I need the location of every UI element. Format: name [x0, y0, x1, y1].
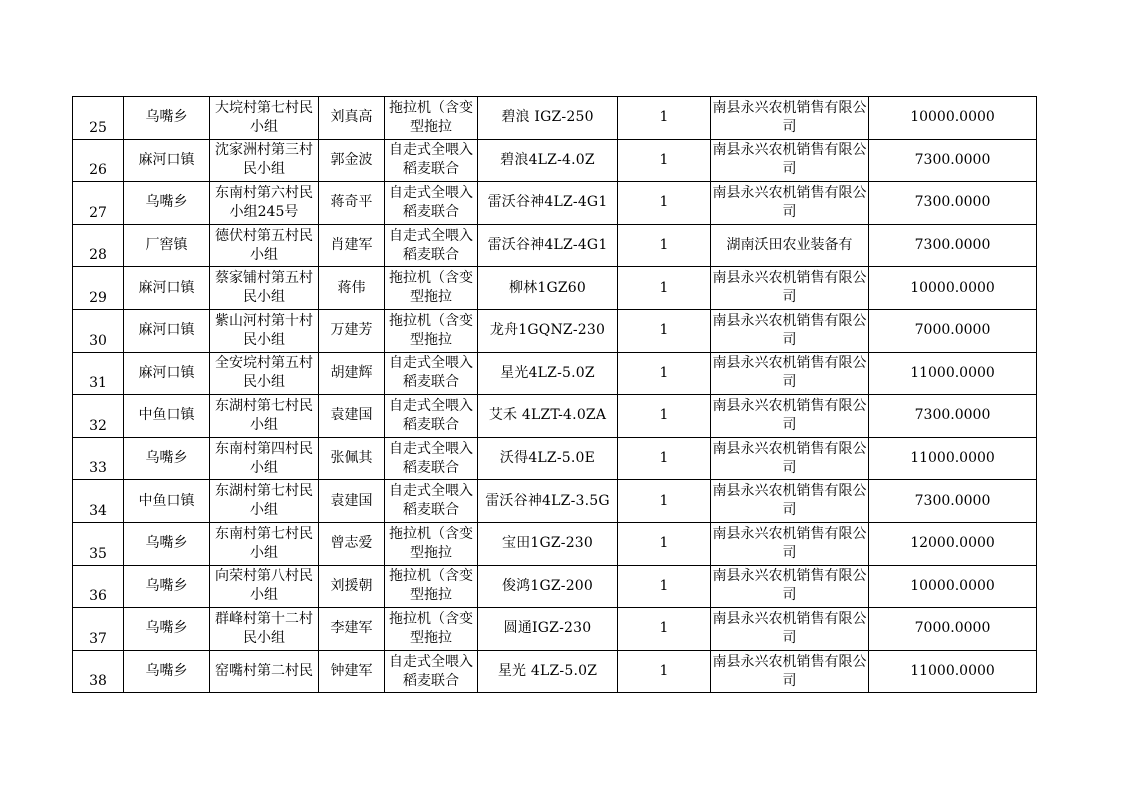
- cell-township: 乌嘴乡: [124, 650, 210, 693]
- cell-village-group: [210, 224, 319, 267]
- cell-subsidy-amount: 7300.0000: [869, 480, 1037, 523]
- cell-machine-type-text: 拖拉机（含变型拖拉: [389, 312, 473, 348]
- cell-village-group: [210, 139, 319, 182]
- cell-buyer-name: 袁建国: [319, 480, 385, 523]
- table-row: [73, 224, 1037, 267]
- cell-township: 麻河口镇: [124, 139, 210, 182]
- cell-township: 乌嘴乡: [124, 97, 210, 140]
- cell-village-group-text: 蔡家铺村第五村民小组: [215, 270, 313, 306]
- cell-row-number: 26: [73, 139, 124, 182]
- table-body: [73, 97, 1037, 693]
- cell-buyer-name: 蒋伟: [319, 267, 385, 310]
- cell-dealer-text: 南县永兴农机销售有限公司: [712, 312, 867, 348]
- cell-dealer-text: 南县永兴农机销售有限公司: [712, 270, 867, 306]
- cell-township: 麻河口镇: [124, 309, 210, 352]
- table-row: [73, 437, 1037, 480]
- cell-machine-type-text: 自走式全喂入稻麦联合: [389, 355, 473, 391]
- cell-village-group: [210, 97, 319, 140]
- cell-machine-model: 星光 4LZ-5.0Z: [478, 650, 618, 693]
- cell-dealer: [711, 139, 869, 182]
- cell-buyer-name: 刘真高: [319, 97, 385, 140]
- cell-village-group-text: 大垸村第七村民小组: [215, 99, 313, 135]
- cell-dealer: [711, 480, 869, 523]
- cell-village-group: [210, 565, 319, 608]
- cell-quantity: 1: [618, 480, 711, 523]
- cell-dealer: [711, 352, 869, 395]
- cell-machine-model: 雷沃谷神4LZ-4G1: [478, 224, 618, 267]
- cell-buyer-name: 肖建军: [319, 224, 385, 267]
- table-row: [73, 267, 1037, 310]
- cell-row-number: 35: [73, 522, 124, 565]
- table-row: [73, 352, 1037, 395]
- cell-subsidy-amount: 7300.0000: [869, 395, 1037, 438]
- cell-subsidy-amount: 11000.0000: [869, 437, 1037, 480]
- cell-machine-type-text: 拖拉机（含变型拖拉: [389, 270, 473, 306]
- cell-village-group-text: 窑嘴村第二村民: [215, 663, 313, 680]
- cell-village-group: [210, 650, 319, 693]
- cell-row-number: 29: [73, 267, 124, 310]
- table-row: [73, 522, 1037, 565]
- cell-village-group: [210, 608, 319, 651]
- cell-dealer-text: 南县永兴农机销售有限公司: [712, 525, 867, 561]
- cell-machine-type: [385, 352, 478, 395]
- cell-subsidy-amount: 12000.0000: [869, 522, 1037, 565]
- cell-buyer-name: 张佩其: [319, 437, 385, 480]
- cell-machine-model: 艾禾 4LZT-4.0ZA: [478, 395, 618, 438]
- cell-township: 乌嘴乡: [124, 182, 210, 225]
- cell-row-number: 38: [73, 650, 124, 693]
- cell-dealer: [711, 309, 869, 352]
- cell-quantity: 1: [618, 224, 711, 267]
- cell-machine-type: [385, 650, 478, 693]
- cell-subsidy-amount: 7000.0000: [869, 309, 1037, 352]
- cell-village-group: [210, 267, 319, 310]
- cell-quantity: 1: [618, 352, 711, 395]
- table-row: [73, 565, 1037, 608]
- cell-machine-type: [385, 565, 478, 608]
- cell-machine-model: 沃得4LZ-5.0E: [478, 437, 618, 480]
- cell-machine-type: [385, 309, 478, 352]
- cell-machine-model: 俊鸿1GZ-200: [478, 565, 618, 608]
- cell-village-group: [210, 480, 319, 523]
- cell-village-group-text: 紫山河村第十村民小组: [215, 312, 313, 348]
- cell-machine-model: 龙舟1GQNZ-230: [478, 309, 618, 352]
- table-row: [73, 182, 1037, 225]
- cell-machine-type: [385, 224, 478, 267]
- cell-subsidy-amount: 7300.0000: [869, 139, 1037, 182]
- cell-machine-type: [385, 522, 478, 565]
- cell-village-group: [210, 309, 319, 352]
- cell-buyer-name: 刘援朝: [319, 565, 385, 608]
- cell-dealer: [711, 182, 869, 225]
- cell-row-number: 37: [73, 608, 124, 651]
- cell-dealer: [711, 395, 869, 438]
- table-row: [73, 139, 1037, 182]
- cell-village-group-text: 东湖村第七村民小组: [215, 483, 313, 519]
- cell-dealer: [711, 267, 869, 310]
- table-row: [73, 97, 1037, 140]
- cell-machine-type: [385, 395, 478, 438]
- cell-dealer-text: 南县永兴农机销售有限公司: [712, 483, 867, 519]
- cell-village-group: [210, 395, 319, 438]
- cell-machine-type-text: 自走式全喂入稻麦联合: [389, 483, 473, 519]
- cell-machine-model: 碧浪4LZ-4.0Z: [478, 139, 618, 182]
- cell-village-group: [210, 522, 319, 565]
- cell-dealer-text: 南县永兴农机销售有限公司: [712, 440, 867, 476]
- cell-village-group-text: 全安垸村第五村民小组: [215, 355, 313, 391]
- cell-village-group: [210, 437, 319, 480]
- cell-dealer-text: 南县永兴农机销售有限公司: [712, 142, 867, 178]
- cell-quantity: 1: [618, 565, 711, 608]
- cell-machine-type-text: 自走式全喂入稻麦联合: [389, 142, 473, 178]
- cell-machine-type-text: 自走式全喂入稻麦联合: [389, 653, 473, 689]
- cell-village-group: [210, 352, 319, 395]
- cell-subsidy-amount: 7000.0000: [869, 608, 1037, 651]
- cell-dealer: [711, 97, 869, 140]
- cell-quantity: 1: [618, 608, 711, 651]
- cell-row-number: 34: [73, 480, 124, 523]
- cell-buyer-name: 李建军: [319, 608, 385, 651]
- cell-dealer-text: 南县永兴农机销售有限公司: [712, 568, 867, 604]
- table-row: [73, 608, 1037, 651]
- cell-dealer-text: 湖南沃田农业装备有: [726, 237, 853, 254]
- table-row: [73, 650, 1037, 693]
- cell-quantity: 1: [618, 650, 711, 693]
- cell-dealer: [711, 522, 869, 565]
- cell-dealer-text: 南县永兴农机销售有限公司: [712, 184, 867, 220]
- cell-township: 乌嘴乡: [124, 565, 210, 608]
- cell-village-group: [210, 182, 319, 225]
- cell-quantity: 1: [618, 267, 711, 310]
- cell-machine-type: [385, 437, 478, 480]
- cell-machine-type-text: 拖拉机（含变型拖拉: [389, 610, 473, 646]
- cell-machine-type: [385, 182, 478, 225]
- cell-buyer-name: 蒋奇平: [319, 182, 385, 225]
- cell-machine-type-text: 自走式全喂入稻麦联合: [389, 440, 473, 476]
- cell-village-group-text: 群峰村第十二村民小组: [215, 610, 313, 646]
- cell-dealer: [711, 437, 869, 480]
- cell-buyer-name: 曾志爱: [319, 522, 385, 565]
- table-row: [73, 309, 1037, 352]
- cell-machine-model: 圆通IGZ-230: [478, 608, 618, 651]
- cell-village-group-text: 东南村第七村民小组: [215, 525, 313, 561]
- cell-machine-type-text: 拖拉机（含变型拖拉: [389, 525, 473, 561]
- cell-machine-type-text: 自走式全喂入稻麦联合: [389, 184, 473, 220]
- cell-subsidy-amount: 7300.0000: [869, 182, 1037, 225]
- cell-row-number: 28: [73, 224, 124, 267]
- cell-dealer-text: 南县永兴农机销售有限公司: [712, 653, 867, 689]
- cell-village-group-text: 德伏村第五村民小组: [215, 227, 313, 263]
- cell-subsidy-amount: 10000.0000: [869, 267, 1037, 310]
- cell-buyer-name: 郭金波: [319, 139, 385, 182]
- cell-dealer: [711, 608, 869, 651]
- cell-dealer-text: 南县永兴农机销售有限公司: [712, 99, 867, 135]
- cell-machine-model: 星光4LZ-5.0Z: [478, 352, 618, 395]
- cell-subsidy-amount: 10000.0000: [869, 97, 1037, 140]
- cell-row-number: 31: [73, 352, 124, 395]
- cell-machine-type: [385, 480, 478, 523]
- cell-machine-model: 柳林1GZ60: [478, 267, 618, 310]
- cell-dealer: [711, 565, 869, 608]
- cell-machine-type-text: 拖拉机（含变型拖拉: [389, 568, 473, 604]
- cell-machine-model: 宝田1GZ-230: [478, 522, 618, 565]
- cell-quantity: 1: [618, 395, 711, 438]
- cell-quantity: 1: [618, 97, 711, 140]
- cell-village-group-text: 东湖村第七村民小组: [215, 397, 313, 433]
- cell-subsidy-amount: 10000.0000: [869, 565, 1037, 608]
- cell-dealer-text: 南县永兴农机销售有限公司: [712, 397, 867, 433]
- cell-township: 乌嘴乡: [124, 522, 210, 565]
- cell-machine-model: 雷沃谷神4LZ-3.5G: [478, 480, 618, 523]
- cell-row-number: 25: [73, 97, 124, 140]
- cell-buyer-name: 万建芳: [319, 309, 385, 352]
- cell-township: 厂窖镇: [124, 224, 210, 267]
- cell-quantity: 1: [618, 139, 711, 182]
- cell-row-number: 33: [73, 437, 124, 480]
- cell-village-group-text: 沈家洲村第三村民小组: [215, 142, 313, 178]
- cell-machine-type: [385, 139, 478, 182]
- cell-row-number: 30: [73, 309, 124, 352]
- cell-subsidy-amount: 7300.0000: [869, 224, 1037, 267]
- table-row: [73, 395, 1037, 438]
- cell-quantity: 1: [618, 522, 711, 565]
- cell-subsidy-amount: 11000.0000: [869, 650, 1037, 693]
- cell-dealer-text: 南县永兴农机销售有限公司: [712, 355, 867, 391]
- cell-township: 麻河口镇: [124, 267, 210, 310]
- cell-dealer: [711, 224, 869, 267]
- cell-township: 麻河口镇: [124, 352, 210, 395]
- cell-village-group-text: 向荣村第八村民小组: [215, 568, 313, 604]
- cell-subsidy-amount: 11000.0000: [869, 352, 1037, 395]
- cell-machine-type-text: 拖拉机（含变型拖拉: [389, 99, 473, 135]
- cell-township: 中鱼口镇: [124, 395, 210, 438]
- cell-buyer-name: 袁建国: [319, 395, 385, 438]
- subsidy-table: [72, 96, 1037, 693]
- cell-village-group-text: 东南村第四村民小组: [215, 440, 313, 476]
- cell-quantity: 1: [618, 437, 711, 480]
- cell-buyer-name: 钟建军: [319, 650, 385, 693]
- cell-machine-type: [385, 608, 478, 651]
- cell-machine-type: [385, 267, 478, 310]
- cell-quantity: 1: [618, 309, 711, 352]
- cell-machine-type-text: 自走式全喂入稻麦联合: [389, 227, 473, 263]
- cell-township: 中鱼口镇: [124, 480, 210, 523]
- cell-dealer-text: 南县永兴农机销售有限公司: [712, 610, 867, 646]
- cell-quantity: 1: [618, 182, 711, 225]
- cell-row-number: 32: [73, 395, 124, 438]
- cell-machine-type: [385, 97, 478, 140]
- cell-machine-model: 碧浪 IGZ-250: [478, 97, 618, 140]
- cell-township: 乌嘴乡: [124, 608, 210, 651]
- cell-township: 乌嘴乡: [124, 437, 210, 480]
- cell-row-number: 36: [73, 565, 124, 608]
- cell-machine-model: 雷沃谷神4LZ-4G1: [478, 182, 618, 225]
- cell-buyer-name: 胡建辉: [319, 352, 385, 395]
- cell-village-group-text: 东南村第六村民小组245号: [215, 184, 313, 220]
- cell-row-number: 27: [73, 182, 124, 225]
- cell-dealer: [711, 650, 869, 693]
- table-row: [73, 480, 1037, 523]
- cell-machine-type-text: 自走式全喂入稻麦联合: [389, 397, 473, 433]
